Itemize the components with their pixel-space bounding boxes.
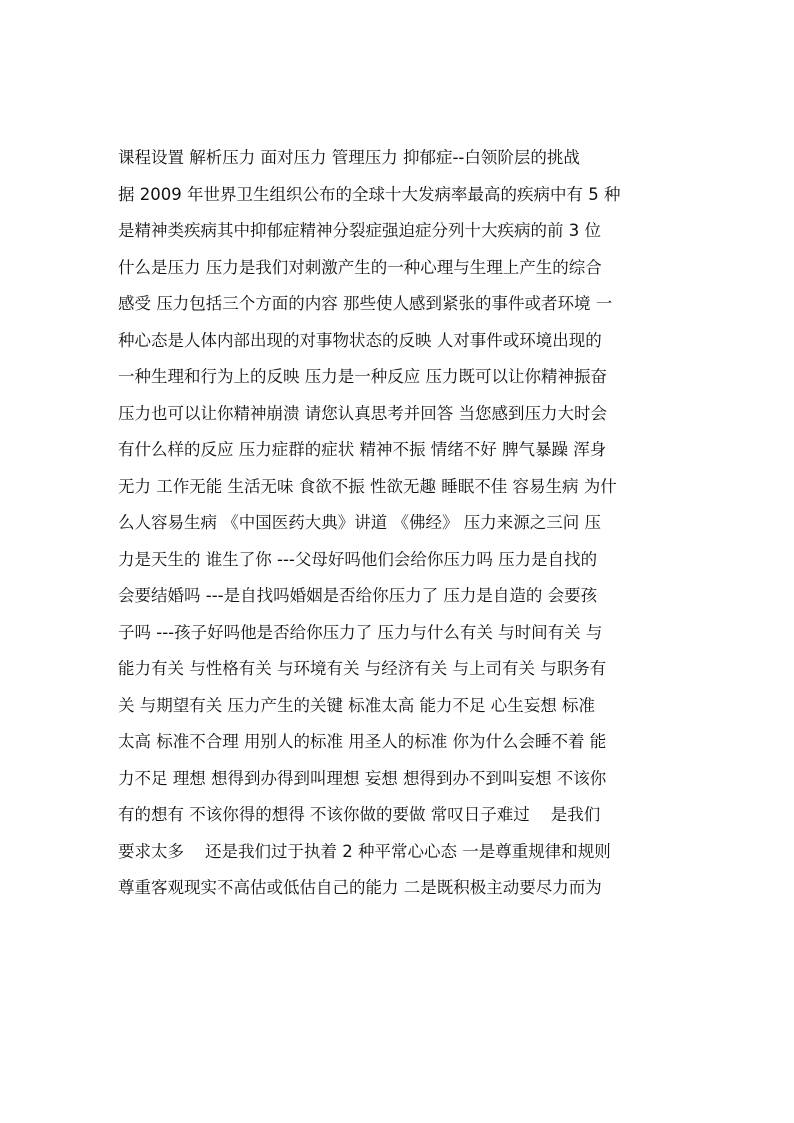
text-line: 尊重客观现实不高估或低估自己的能力 二是既积极主动要尽力而为 [118, 878, 602, 897]
text-line: 力不足 理想 想得到办得到叫理想 妄想 想得到办不到叫妄想 不该你 [118, 768, 607, 788]
text-line: 要求太多 还是我们过于执着 2 种平常心心态 一是尊重规律和规则 [118, 841, 611, 861]
text-line: 关 与期望有关 压力产生的关键 标准太高 能力不足 心生妄想 标准 [118, 695, 595, 715]
text-line: 压力也可以让你精神崩溃 请您认真思考并回答 当您感到压力大时会 [118, 403, 607, 423]
text-line: 有的想有 不该你得的想得 不该你做的要做 常叹日子难过 是我们 [118, 805, 601, 824]
text-line: 力是天生的 谁生了你 ---父母好吗他们会给你压力吗 压力是自找的 [118, 549, 598, 569]
text-line: 课程设置 解析压力 面对压力 管理压力 抑郁症--白领阶层的挑战 [118, 148, 580, 167]
text-line: 太高 标准不合理 用别人的标准 用圣人的标准 你为什么会睡不着 能 [118, 732, 607, 751]
text-line: 种心态是人体内部出现的对事物状态的反映 人对事件或环境出现的 [118, 330, 602, 350]
text-line: 会要结婚吗 ---是自找吗婚姻是否给你压力了 压力是自造的 会要孩 [118, 586, 598, 605]
text-line: 是精神类疾病其中抑郁症精神分裂症强迫症分列十大疾病的前 3 位 [118, 221, 601, 240]
text-line: 有什么样的反应 压力症群的症状 精神不振 情绪不好 脾气暴躁 浑身 [118, 440, 607, 459]
text-line: 什么是压力 压力是我们对刺激产生的一种心理与生理上产生的综合 [118, 257, 602, 277]
text-line: 据 2009 年世界卫生组织公布的全球十大发病率最高的疾病中有 5 种 [118, 184, 621, 204]
text-line: 一种生理和行为上的反映 压力是一种反应 压力既可以让你精神振奋 [118, 367, 607, 386]
body-text [118, 140, 688, 907]
text-line: 么人容易生病 《中国医药大典》讲道 《佛经》 压力来源之三问 压 [118, 513, 601, 532]
text-line: 无力 工作无能 生活无味 食欲不振 性欲无趣 睡眠不佳 容易生病 为什 [118, 476, 617, 496]
text-line: 能力有关 与性格有关 与环境有关 与经济有关 与上司有关 与职务有 [118, 659, 607, 678]
text-line: 子吗 ---孩子好吗他是否给你压力了 压力与什么有关 与时间有关 与 [118, 622, 603, 642]
text-line: 感受 压力包括三个方面的内容 那些使人感到紧张的事件或者环境 一 [118, 294, 613, 313]
